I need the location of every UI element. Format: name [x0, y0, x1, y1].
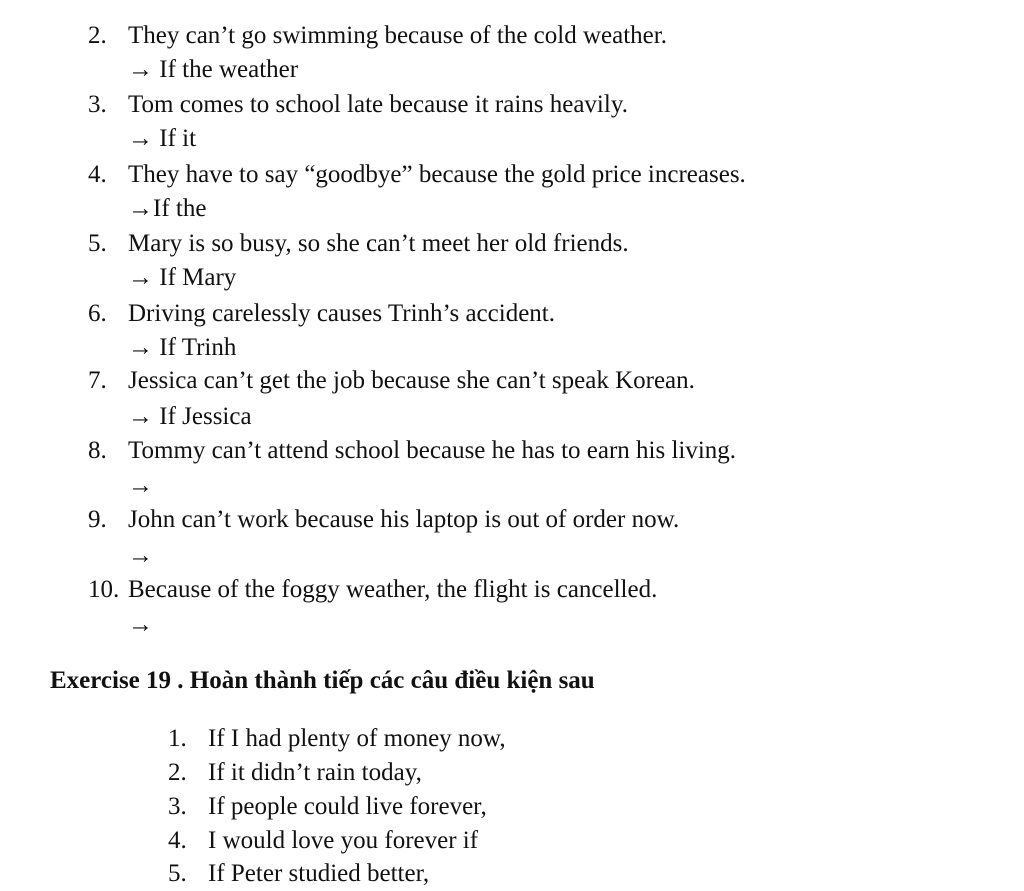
- list-item: [88, 364, 988, 398]
- item-number: 2.: [168, 759, 187, 786]
- answer-prompt: → If Trinh: [128, 334, 237, 361]
- item-text: If Peter studied better,: [208, 860, 430, 887]
- item-number: 10.: [88, 576, 120, 603]
- item-number: 2.: [88, 22, 107, 49]
- item-number: 3.: [168, 793, 187, 820]
- list-item: [88, 227, 988, 261]
- item-text: If it didn’t rain today,: [208, 759, 422, 786]
- item-number: 9.: [88, 506, 107, 533]
- list-item: [168, 824, 478, 858]
- answer-prompt: →If the: [128, 195, 207, 222]
- list-item: [168, 756, 422, 790]
- list-item: [88, 158, 988, 192]
- answer-prompt: →: [128, 542, 153, 569]
- item-sentence: Jessica can’t get the job because she can’t speak Korean.: [128, 367, 695, 394]
- item-text: If I had plenty of money now,: [208, 725, 506, 752]
- item-number: 1.: [168, 725, 187, 752]
- list-item: [168, 722, 506, 756]
- list-item: [88, 297, 988, 331]
- item-number: 8.: [88, 437, 107, 464]
- item-sentence: Tommy can’t attend school because he has to earn his living.: [128, 437, 737, 464]
- item-text: I would love you forever if: [208, 827, 479, 854]
- item-sentence: John can’t work because his laptop is out of order now.: [128, 506, 680, 533]
- answer-prompt: →: [128, 611, 153, 638]
- answer-prompt: → If it: [128, 125, 197, 152]
- item-sentence: Driving carelessly causes Trinh’s accident.: [128, 300, 555, 327]
- answer-prompt: →: [128, 472, 153, 499]
- item-sentence: Tom comes to school late because it rains heavily.: [128, 91, 628, 118]
- item-sentence: They can’t go swimming because of the cold weather.: [128, 22, 667, 49]
- item-number: 4.: [88, 161, 107, 188]
- list-item: [88, 573, 988, 607]
- list-item: [168, 790, 487, 824]
- item-sentence: They have to say “goodbye” because the gold price increases.: [128, 161, 746, 188]
- item-number: 3.: [88, 91, 107, 118]
- item-sentence: Mary is so busy, so she can’t meet her old friends.: [128, 230, 629, 257]
- exercise-heading: Exercise 19 . Hoàn thành tiếp các câu điều kiện sau: [50, 667, 595, 694]
- item-number: 5.: [168, 860, 187, 887]
- list-item: [88, 503, 988, 537]
- answer-prompt: → If Mary: [128, 264, 237, 291]
- answer-prompt: → If the weather: [128, 56, 299, 83]
- item-number: 7.: [88, 367, 107, 394]
- item-text: If people could live forever,: [208, 793, 487, 820]
- item-sentence: Because of the foggy weather, the flight is cancelled.: [128, 576, 658, 603]
- item-number: 6.: [88, 300, 107, 327]
- item-number: 5.: [88, 230, 107, 257]
- list-item: [88, 88, 988, 122]
- item-number: 4.: [168, 827, 187, 854]
- list-item: [88, 434, 988, 468]
- list-item: [88, 19, 988, 53]
- answer-prompt: → If Jessica: [128, 403, 252, 430]
